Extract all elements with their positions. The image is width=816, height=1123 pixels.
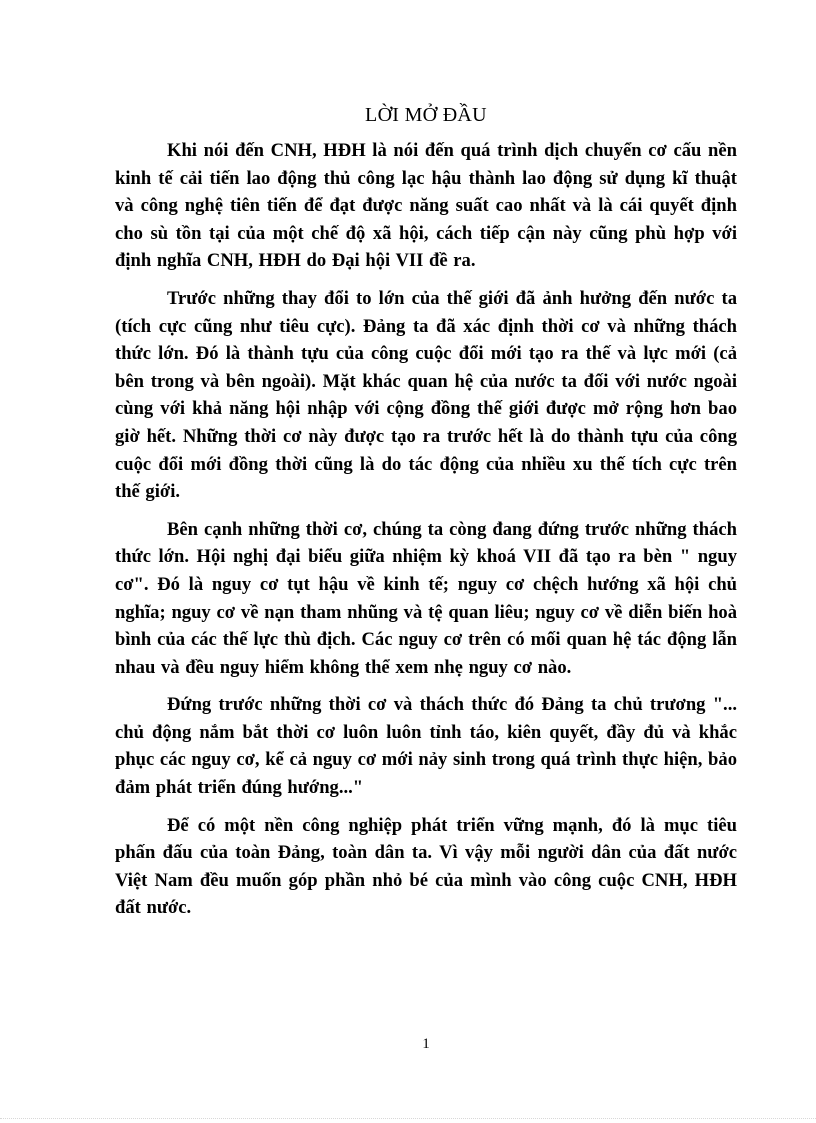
document-body: [115, 137, 737, 932]
document-title: LỜI MỞ ĐẦU: [365, 104, 487, 126]
paragraph-5: Để có một nền công nghiệp phát triển vững mạnh, đó là mục tiêu phấn đấu của toàn Đảng, toàn dân ta. Vì vậy mỗi người dân của đất nước Việt Nam đều muốn góp phần nhỏ bé của mình vào công cuộc CNH, HĐH đất nước.: [115, 814, 737, 919]
paragraph-2: Trước những thay đổi to lớn của thế giới đã ảnh hưởng đến nước ta (tích cực cũng như tiêu cực). Đảng ta đã xác định thời cơ và những thách thức lớn. Đó là thành tựu của công cuộc đổi mới tạo ra thế và lực mới (cả bên trong và bên ngoài). Mặt khác quan hệ của nước ta đối với nước ngoài cùng với khả năng hội nhập với cộng đồng thế giới được mở rộng hơn bao giờ hết. Những thời cơ này được tạo ra trước hết là do thành tựu của công cuộc đổi mới đồng thời cũng là do tác động của nhiều xu thế tích cực trên thế giới.: [115, 287, 737, 503]
page-number: 1: [422, 1036, 430, 1052]
paragraph-4: Đứng trước những thời cơ và thách thức đó Đảng ta chủ trương "... chủ động nắm bắt thời cơ luôn luôn tỉnh táo, kiên quyết, đầy đủ và khắc phục các nguy cơ, kể cả nguy cơ mới nảy sinh trong quá trình thực hiện, bảo đảm phát triển đúng hướng...": [115, 694, 737, 799]
paragraph-1: Khi nói đến CNH, HĐH là nói đến quá trình dịch chuyển cơ cấu nền kinh tế cải tiến lao động thủ công lạc hậu thành lao động sử dụng kĩ thuật và công nghệ tiên tiến để đạt được năng suất cao nhất và là cái quyết định cho sù tồn tại của một chế độ xã hội, cách tiếp cận này cũng phù hợp với định nghĩa CNH, HĐH do Đại hội VII đề ra.: [115, 140, 737, 272]
footer-divider: [0, 1118, 816, 1119]
paragraph-3: Bên cạnh những thời cơ, chúng ta còng đang đứng trước những thách thức lớn. Hội nghị đại biểu giữa nhiệm kỳ khoá VII đã tạo ra bèn " nguy cơ". Đó là nguy cơ tụt hậu về kinh tế; nguy cơ chệch hướng xã hội chủ nghĩa; nguy cơ về nạn tham nhũng và tệ quan liêu; nguy cơ về diễn biến hoà bình của các thế lực thù địch. Các nguy cơ trên có mối quan hệ tác động lẫn nhau và đều nguy hiểm không thể xem nhẹ nguy cơ nào.: [115, 518, 737, 678]
